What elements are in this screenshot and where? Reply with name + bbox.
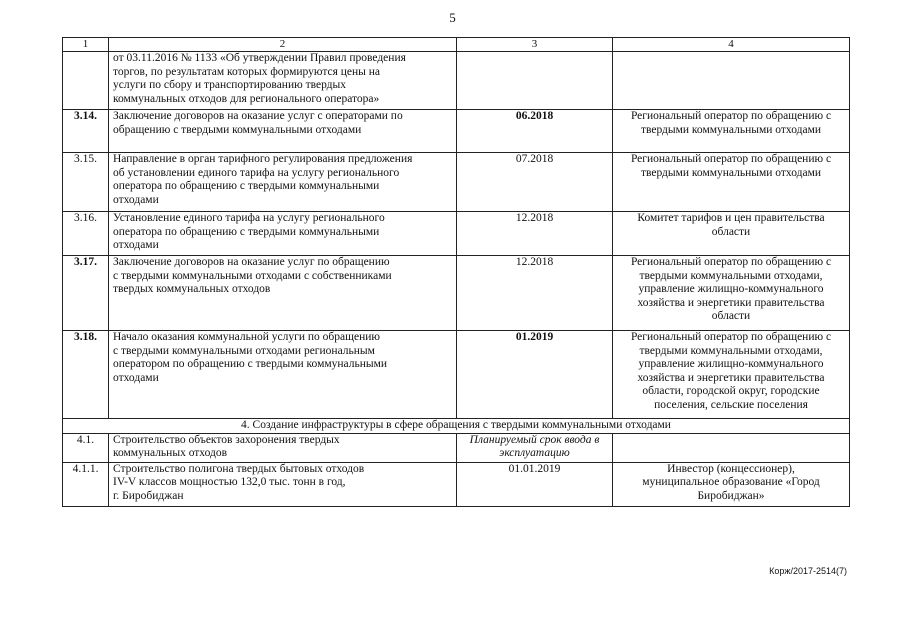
row-description: Строительство полигона твердых бытовых отходов IV-V классов мощностью 132,0 тыс. тонн в год, г. Биробиджан — [109, 462, 457, 506]
row-description: Заключение договоров на оказание услуг по обращению с твердыми коммунальными отходами с собственниками твердых коммунальных отходов — [109, 256, 457, 331]
row-responsible: Региональный оператор по обращению с твердыми коммунальными отходами, управление жилищно-коммунального хозяйства и энергетики правительства области — [613, 256, 850, 331]
document-code: Корж/2017-2514(7) — [769, 566, 847, 576]
row-responsible: Комитет тарифов и цен правительства области — [613, 212, 850, 256]
section-row — [63, 419, 850, 434]
plan-table — [62, 37, 850, 507]
row-number: 3.18. — [63, 331, 109, 419]
row-description: Начало оказания коммунальной услуги по обращению с твердыми коммунальными отходами региональным оператором по обращению с твердыми коммунальными отходами — [109, 331, 457, 419]
row-number: 3.16. — [63, 212, 109, 256]
row-description: Установление единого тарифа на услугу регионального оператора по обращению с твердыми коммунальными отходами — [109, 212, 457, 256]
section-title: 4. Создание инфраструктуры в сфере обращения с твердыми коммунальными отходами — [63, 419, 850, 434]
page-number: 5 — [449, 10, 456, 25]
row-responsible — [613, 52, 850, 110]
row-deadline: 07.2018 — [457, 153, 613, 212]
row-deadline: 01.01.2019 — [457, 462, 613, 506]
row-responsible: Инвестор (концессионер), муниципальное образование «Город Биробиджан» — [613, 462, 850, 506]
column-number-2: 2 — [109, 38, 457, 52]
row-description: Строительство объектов захоронения твердых коммунальных отходов — [109, 433, 457, 462]
row-responsible: Региональный оператор по обращению с твердыми коммунальными отходами, управление жилищно-коммунального хозяйства и энергетики правительства области, городской округ, городские поселения, сельские поселения — [613, 331, 850, 419]
table-row — [63, 110, 850, 153]
row-number: 4.1. — [63, 433, 109, 462]
table-header-row — [63, 38, 850, 52]
row-responsible: Региональный оператор по обращению с твердыми коммунальными отходами — [613, 153, 850, 212]
row-deadline-heading: Планируемый срок ввода в эксплуатацию — [457, 433, 613, 462]
row-deadline — [457, 52, 613, 110]
row-number: 3.14. — [63, 110, 109, 153]
row-responsible: Региональный оператор по обращению с твердыми коммунальными отходами — [613, 110, 850, 153]
row-responsible — [613, 433, 850, 462]
column-number-1: 1 — [63, 38, 109, 52]
table-row — [63, 153, 850, 212]
row-deadline: 12.2018 — [457, 256, 613, 331]
column-number-3: 3 — [457, 38, 613, 52]
row-number: 3.17. — [63, 256, 109, 331]
row-deadline: 12.2018 — [457, 212, 613, 256]
table-row — [63, 52, 850, 110]
table-row — [63, 256, 850, 331]
table-row — [63, 212, 850, 256]
column-number-4: 4 — [613, 38, 850, 52]
row-number — [63, 52, 109, 110]
row-deadline: 06.2018 — [457, 110, 613, 153]
row-description: от 03.11.2016 № 1133 «Об утверждении Правил проведения торгов, по результатам которых формируются цены на услуги по сбору и транспортированию твердых коммунальных отходов для регионального оператора» — [109, 52, 457, 110]
table-row — [63, 331, 850, 419]
row-number: 4.1.1. — [63, 462, 109, 506]
row-number: 3.15. — [63, 153, 109, 212]
row-description: Направление в орган тарифного регулирования предложения об установлении единого тарифа на услугу регионального оператора по обращению с твердыми коммунальными отходами — [109, 153, 457, 212]
table-row — [63, 433, 850, 462]
table-row — [63, 462, 850, 506]
row-description: Заключение договоров на оказание услуг с операторами по обращению с твердыми коммунальными отходами — [109, 110, 457, 153]
row-deadline: 01.2019 — [457, 331, 613, 419]
